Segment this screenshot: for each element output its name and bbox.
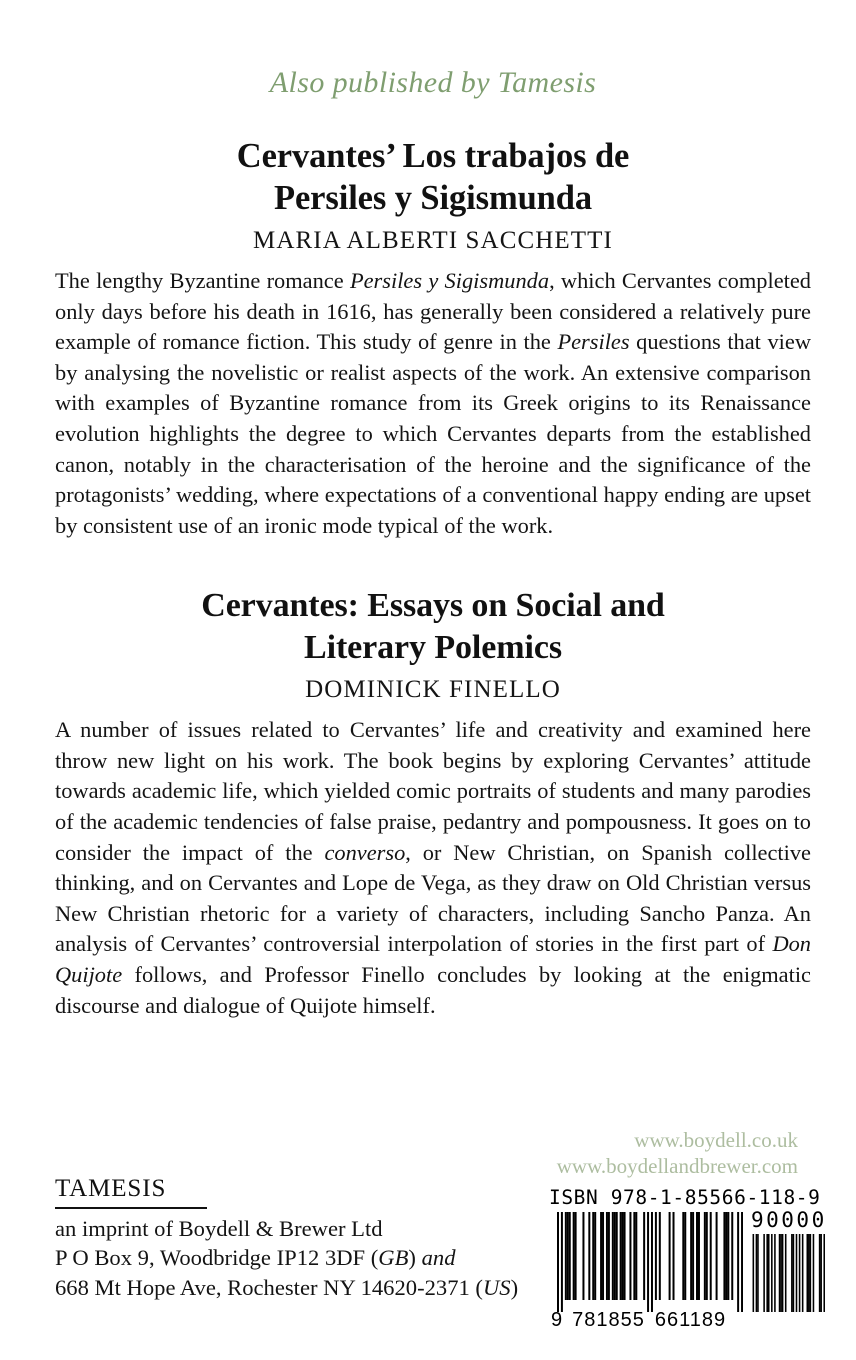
url-boydell[interactable]: www.boydell.co.uk xyxy=(634,1128,798,1152)
also-published-heading: Also published by Tamesis xyxy=(269,66,597,99)
isbn-text: ISBN 978-1-85566-118-9 xyxy=(549,1186,821,1209)
barcode-addon-digits: 90000 xyxy=(751,1207,827,1232)
book-title-1-line-1: Cervantes’ Los trabajos de xyxy=(236,137,630,175)
imprint-address-uk xyxy=(55,1243,525,1273)
imprint-publisher-line: an imprint of Boydell & Brewer Ltd xyxy=(55,1215,383,1241)
imprint-rule-divider xyxy=(55,1207,207,1209)
cover-content xyxy=(55,0,811,1021)
barcode-area xyxy=(545,1186,827,1331)
book-title-2 xyxy=(55,585,811,668)
ean-group-1: 781855 xyxy=(572,1308,645,1331)
book-title-1-line-2: Persiles y Sigismunda xyxy=(273,179,593,218)
address-uk-country: GB xyxy=(378,1245,409,1271)
address-us-suffix: ) xyxy=(510,1274,519,1300)
book-description-1: The lengthy Byzantine romance Persiles y Sigismunda, which Cervantes completed only days before his death in 1616, has generally been considered a relatively pure example of romance fiction. This study of genre in the Persiles questions that view by analysing the novelistic or realist aspects of the work. An extensive comparison with examples of Byzantine romance from its Greek origins to its Renaissance evolution highlights the degree to which Cervantes departs from the established canon, notably in the characterisation of the heroine and the significance of the protagonists’ wedding, where expectations of a conventional happy ending are upset by consistent use of an ironic mode typical of the work. xyxy=(55,268,811,538)
barcode-row xyxy=(545,1207,827,1331)
imprint-address-us xyxy=(55,1273,525,1303)
address-us-country: US xyxy=(482,1274,511,1300)
book-title-1 xyxy=(55,135,811,219)
imprint-block xyxy=(55,1175,525,1303)
book-title-2-line-1: Cervantes: Essays on Social and xyxy=(201,587,665,625)
book-author-1: MARIA ALBERTI SACCHETTI xyxy=(253,227,613,255)
cover-footer xyxy=(0,1120,856,1360)
url-boydellandbrewer[interactable]: www.boydellandbrewer.com xyxy=(556,1153,798,1178)
address-us-text: 668 Mt Hope Ave, Rochester NY 14620-2371 ( xyxy=(55,1274,483,1300)
book-entry-2 xyxy=(55,585,811,1021)
ean5-addon-barcode xyxy=(751,1234,825,1312)
book-entry-1 xyxy=(55,135,811,541)
book-author-2: DOMINICK FINELLO xyxy=(305,676,561,704)
address-uk-text: P O Box 9, Woodbridge IP12 3DF ( xyxy=(55,1245,379,1271)
imprint-name: TAMESIS xyxy=(55,1175,167,1202)
ean13-barcode xyxy=(557,1212,743,1312)
address-uk-and: and xyxy=(421,1245,456,1271)
address-uk-join: ) xyxy=(408,1245,422,1271)
ean-group-2: 661189 xyxy=(654,1308,727,1331)
book-description-2: A number of issues related to Cervantes’ life and creativity and examined here throw new light on his work. The book begins by exploring Cervantes’ attitude towards academic life, which yielded comic portraits of students and many parodies of the academic tendencies of false praise, pedantry and pompousness. It goes on to consider the impact of the converso, or New Christian, on Spanish collective thinking, and on Cervantes and Lope de Vega, as they draw on Old Christian versus New Christian rhetoric for a variety of characters, including Sancho Panza. An analysis of Cervantes’ controversial interpolation of stories in the first part of Don Quijote follows, and Professor Finello concludes by looking at the enigmatic discourse and dialogue of Quijote himself. xyxy=(55,717,811,1018)
book-title-2-line-2: Literary Polemics xyxy=(304,628,562,666)
ean13-human-digits xyxy=(551,1309,726,1332)
publisher-urls xyxy=(557,1128,798,1180)
ean-lead-digit: 9 xyxy=(551,1308,564,1331)
